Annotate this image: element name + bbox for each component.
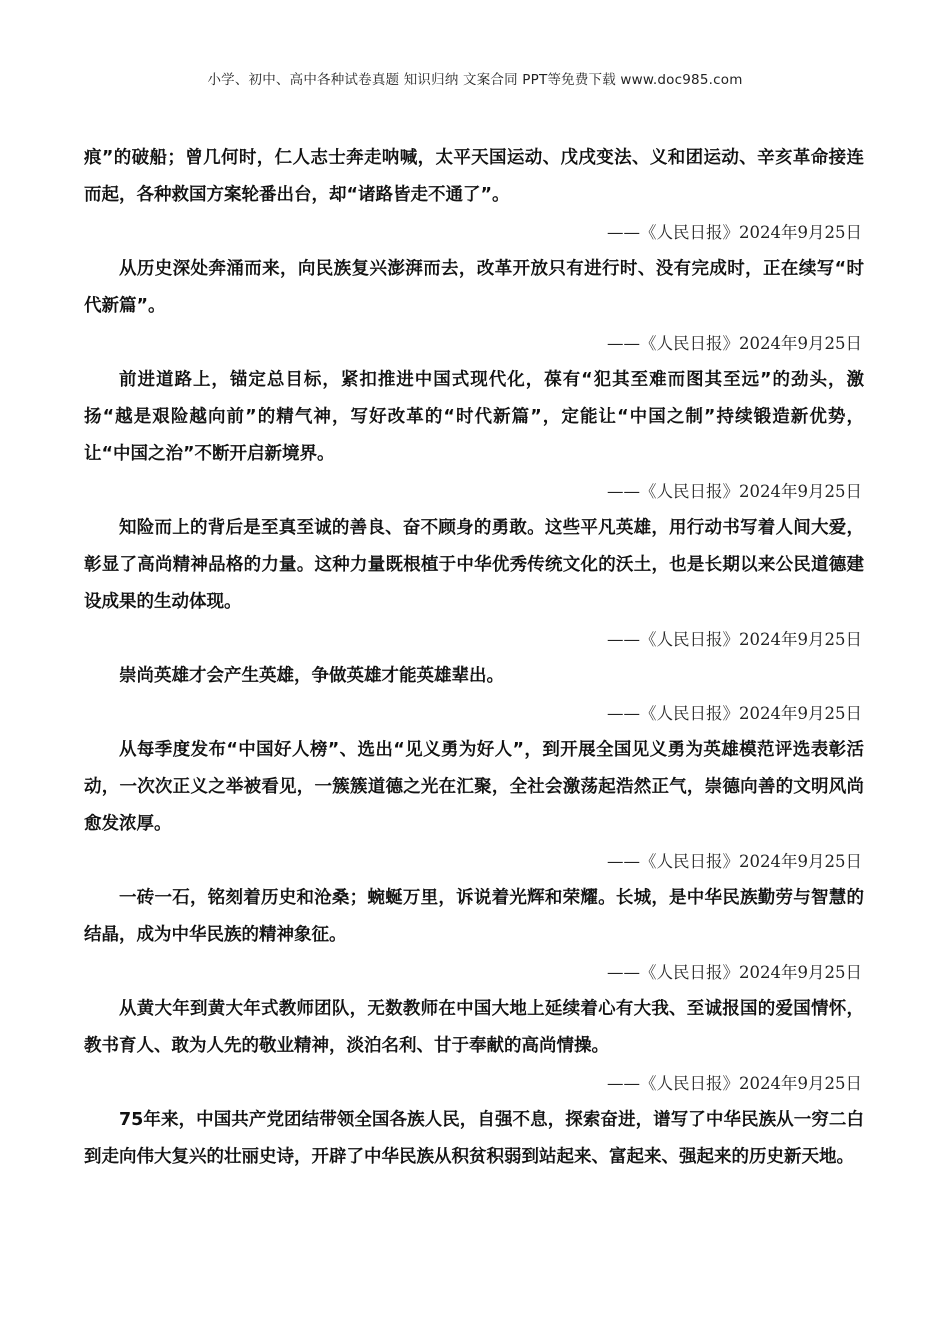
source-citation: ——《人民日报》2024年9月25日 [607,223,862,242]
source-citation: ——《人民日报》2024年9月25日 [607,963,862,982]
paragraph: 从黄大年到黄大年式教师团队，无数教师在中国大地上延续着心有大我、至诚报国的爱国情怀，教书育人、敢为人先的敬业精神，淡泊名利、甘于奉献的高尚情操。 [84,999,864,1056]
source-citation: ——《人民日报》2024年9月25日 [607,1074,862,1093]
paragraph: 从每季度发布“中国好人榜”、选出“见义勇为好人”，到开展全国见义勇为英雄模范评选表彰活动，一次次正义之举被看见，一簇簇道德之光在汇聚，全社会激荡起浩然正气，崇德向善的文明风尚愈发浓厚。 [84,740,864,834]
source-citation: ——《人民日报》2024年9月25日 [607,482,862,501]
paragraph: 从历史深处奔涌而来，向民族复兴澎湃而去，改革开放只有进行时、没有完成时，正在续写“时代新篇”。 [84,259,864,316]
source-citation: ——《人民日报》2024年9月25日 [607,704,862,723]
paragraph: 一砖一石，铭刻着历史和沧桑；蜿蜒万里，诉说着光辉和荣耀。长城，是中华民族勤劳与智慧的结晶，成为中华民族的精神象征。 [84,888,864,945]
document-body [84,140,864,1176]
source-citation: ——《人民日报》2024年9月25日 [607,334,862,353]
page-header: 小学、初中、高中各种试卷真题 知识归纳 文案合同 PPT等免费下载 www.doc985.com [207,72,743,88]
paragraph: 75年来，中国共产党团结带领全国各族人民，自强不息，探索奋进，谱写了中华民族从一穷二白到走向伟大复兴的壮丽史诗，开辟了中华民族从积贫积弱到站起来、富起来、强起来的历史新天地。 [84,1110,864,1167]
source-citation: ——《人民日报》2024年9月25日 [607,852,862,871]
paragraph: 前进道路上，锚定总目标，紧扣推进中国式现代化，葆有“犯其至难而图其至远”的劲头，激扬“越是艰险越向前”的精气神，写好改革的“时代新篇”，定能让“中国之制”持续锻造新优势，让“中国之治”不断开启新境界。 [84,370,864,464]
paragraph: 崇尚英雄才会产生英雄，争做英雄才能英雄辈出。 [119,666,504,686]
source-citation: ——《人民日报》2024年9月25日 [607,630,862,649]
paragraph: 痕”的破船；曾几何时，仁人志士奔走呐喊，太平天国运动、戊戌变法、义和团运动、辛亥革命接连而起，各种救国方案轮番出台，却“诸路皆走不通了”。 [84,148,864,205]
paragraph: 知险而上的背后是至真至诚的善良、奋不顾身的勇敢。这些平凡英雄，用行动书写着人间大爱，彰显了高尚精神品格的力量。这种力量既根植于中华优秀传统文化的沃土，也是长期以来公民道德建设成果的生动体现。 [84,518,864,612]
